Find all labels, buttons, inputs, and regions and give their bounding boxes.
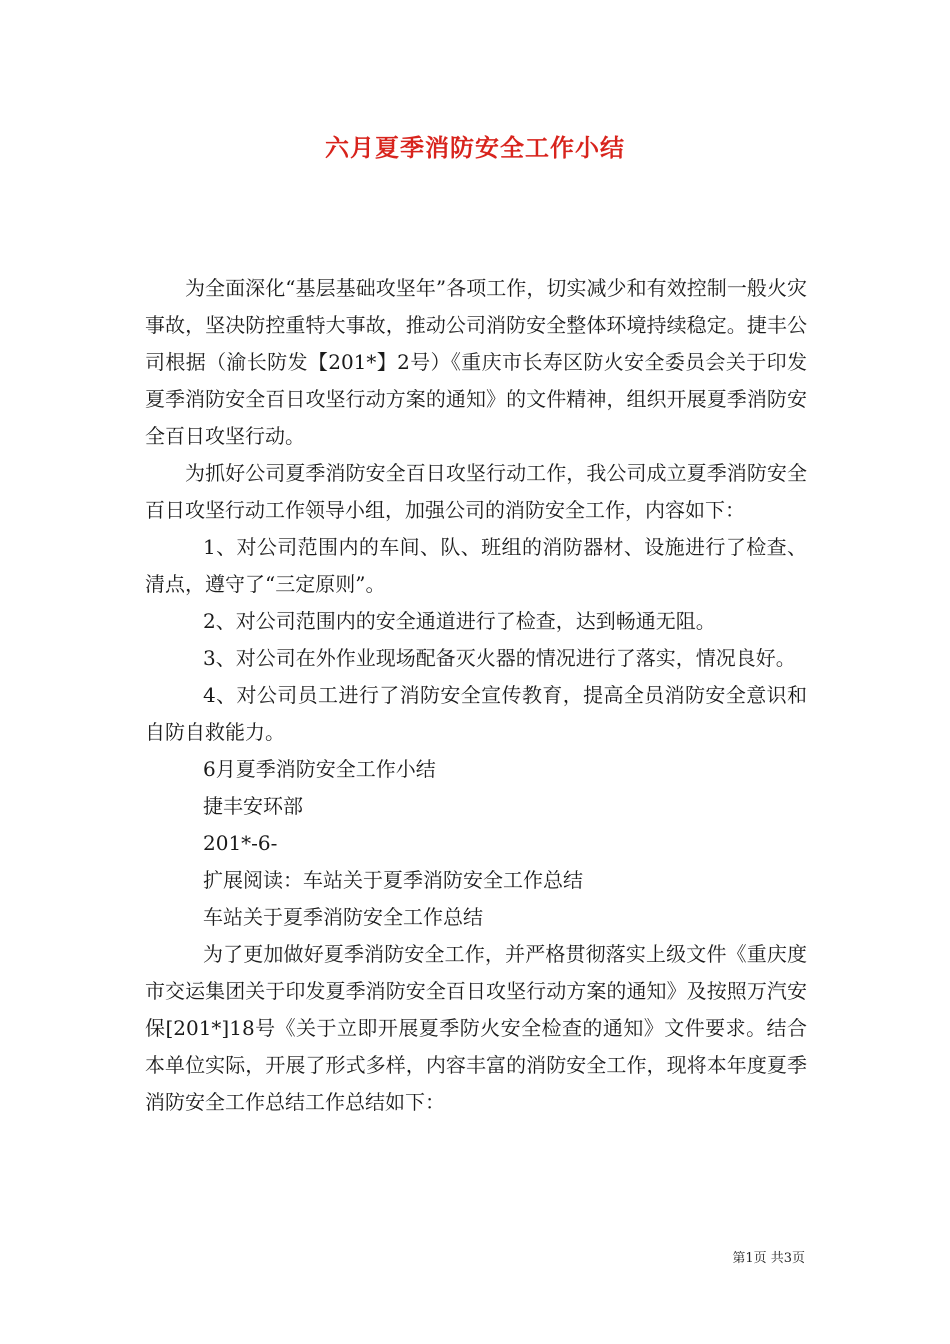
document-body (145, 270, 807, 1121)
list-item: 2、对公司范围内的安全通道进行了检查，达到畅通无阻。 (203, 609, 716, 633)
paragraph: 为全面深化“基层基础攻坚年”各项工作，切实减少和有效控制一般火灾事故，坚决防控重特大事故，推动公司消防安全整体环境持续稳定。捷丰公司根据（渝长防发【201*】2号）《重庆市长寿区防火安全委员会关于印发夏季消防安全百日攻坚行动方案的通知》的文件精神，组织开展夏季消防安全百日攻坚行动。 (145, 276, 807, 448)
signature-date: 201*-6- (203, 831, 278, 855)
signature-department: 捷丰安环部 (203, 794, 303, 818)
list-item: 1、对公司范围内的车间、队、班组的消防器材、设施进行了检查、清点，遵守了“三定原则”。 (145, 535, 807, 596)
list-item: 4、对公司员工进行了消防安全宣传教育，提高全员消防安全意识和自防自救能力。 (145, 683, 807, 744)
paragraph: 为了更加做好夏季消防安全工作，并严格贯彻落实上级文件《重庆度市交运集团关于印发夏季消防安全百日攻坚行动方案的通知》及按照万汽安保[201*]18号《关于立即开展夏季防火安全检查的通知》文件要求。结合本单位实际，开展了形式多样，内容丰富的消防安全工作，现将本年度夏季消防安全工作总结工作总结如下： (145, 942, 807, 1114)
list-item: 3、对公司在外作业现场配备灭火器的情况进行了落实，情况良好。 (203, 646, 796, 670)
page-number: 第1页 共3页 (732, 1251, 805, 1266)
section-heading: 车站关于夏季消防安全工作总结 (203, 905, 483, 929)
signature-title: 6月夏季消防安全工作小结 (203, 757, 436, 781)
extended-reading-heading: 扩展阅读：车站关于夏季消防安全工作总结 (203, 868, 583, 892)
document-title: 六月夏季消防安全工作小结 (325, 133, 625, 162)
paragraph: 为抓好公司夏季消防安全百日攻坚行动工作，我公司成立夏季消防安全百日攻坚行动工作领导小组，加强公司的消防安全工作，内容如下： (145, 461, 807, 522)
